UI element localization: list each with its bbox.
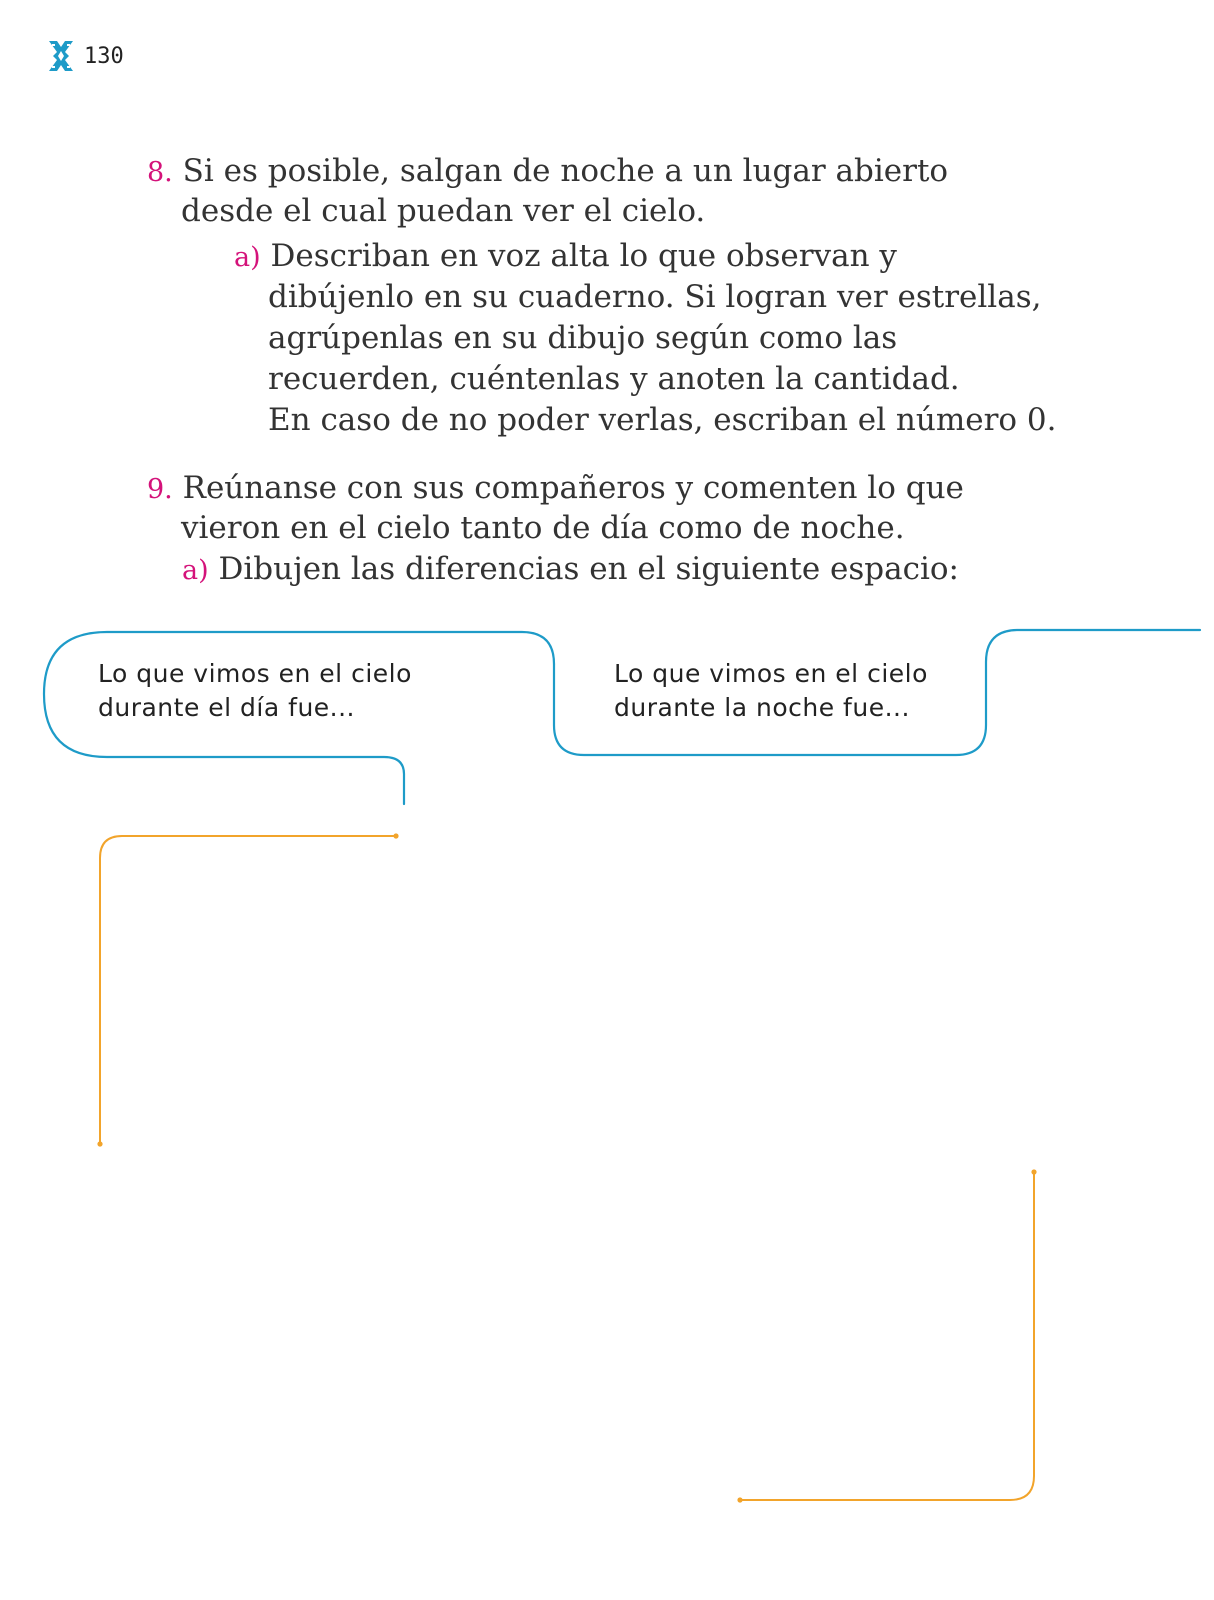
activity-8a-letter: a) <box>234 242 261 273</box>
drawing-area-top-left-corner <box>100 836 396 1144</box>
activity-8a-line-2: dibújenlo en su cuaderno. Si logran ver estrellas, <box>268 279 1042 315</box>
day-bubble-line-2: durante el día fue... <box>98 693 356 722</box>
corner-dot-top <box>393 833 398 838</box>
activity-9-number: 9. <box>147 474 173 505</box>
activity-9-line-2: vieron en el cielo tanto de día como de noche. <box>181 510 905 546</box>
night-bubble-line-2: durante la noche fue... <box>614 693 910 722</box>
page-number: 130 <box>84 43 124 69</box>
drawing-area-bottom-right-corner <box>740 1172 1034 1500</box>
corner-dot-right <box>1031 1169 1036 1174</box>
day-bubble-line-1: Lo que vimos en el cielo <box>98 659 412 688</box>
activity-8a-text-1: Describan en voz alta lo que observan y <box>270 238 897 274</box>
activity-9a-text: Dibujen las diferencias en el siguiente espacio: <box>218 551 960 587</box>
activity-8-line-2: desde el cual puedan ver el cielo. <box>181 193 706 229</box>
activity-8-number: 8. <box>147 157 173 188</box>
corner-dot-left <box>97 1141 102 1146</box>
activity-8-text-1: Si es posible, salgan de noche a un lugar abierto <box>182 153 949 189</box>
activity-8a-line-3: agrúpenlas en su dibujo según como las <box>268 320 898 356</box>
night-bubble-line-1: Lo que vimos en el cielo <box>614 659 928 688</box>
activity-8a-line-5: En caso de no poder verlas, escriban el número 0. <box>268 402 1057 438</box>
day-bubble-text <box>98 657 412 725</box>
activity-8a-line-4: recuerden, cuéntenlas y anoten la cantidad. <box>268 361 960 397</box>
activity-9a-letter: a) <box>182 555 209 586</box>
corner-dot-bottom <box>737 1497 742 1502</box>
night-bubble-text <box>614 657 928 725</box>
activity-9-text-1: Reúnanse con sus compañeros y comenten lo que <box>182 470 964 506</box>
